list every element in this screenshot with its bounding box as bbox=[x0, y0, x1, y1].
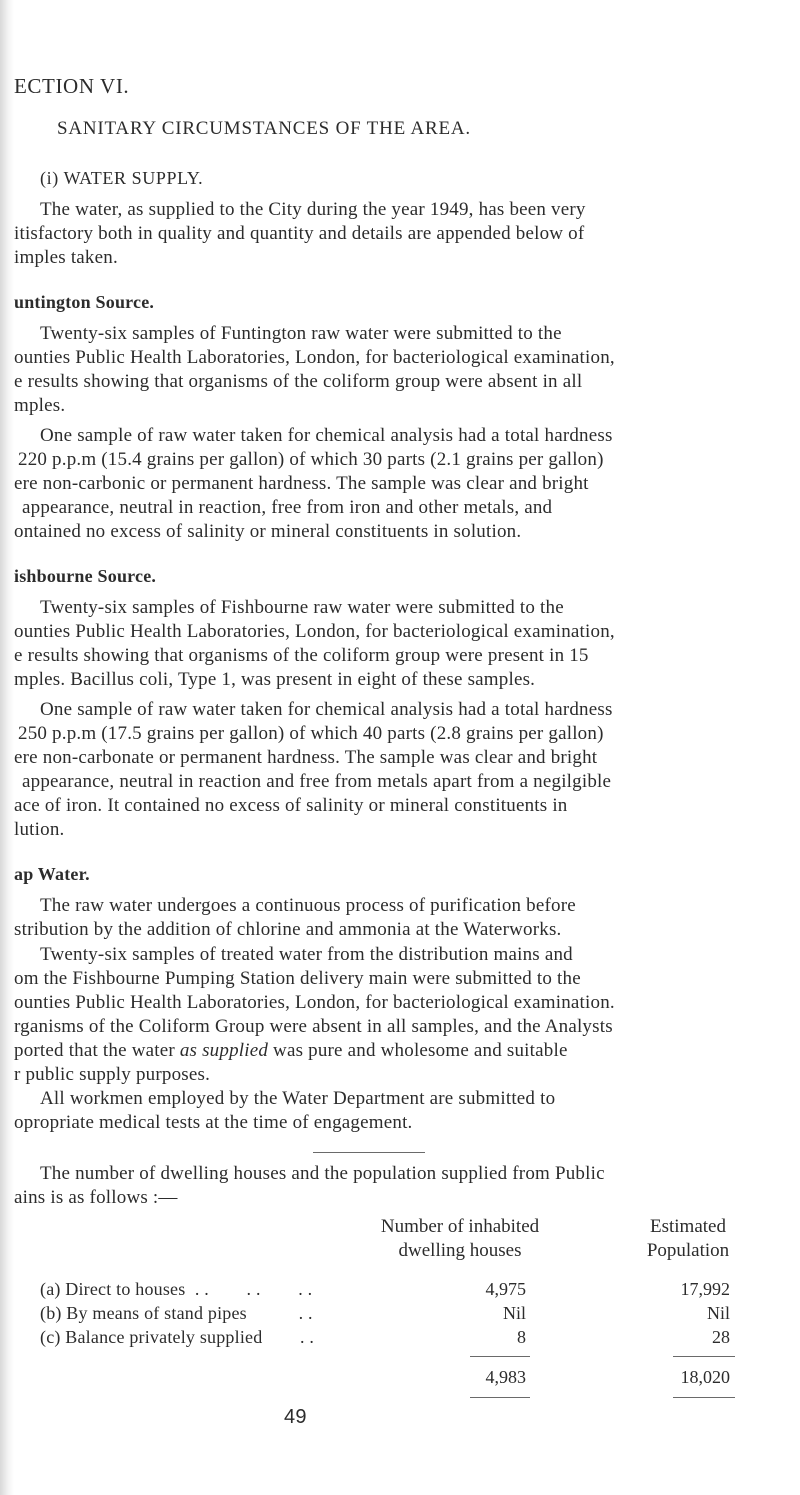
tap-water-heading: ap Water. bbox=[14, 864, 90, 884]
total-rule bbox=[673, 1397, 735, 1398]
table-cell-houses: 4,975 bbox=[485, 1279, 526, 1299]
text-line bbox=[14, 1040, 568, 1062]
column-header-houses bbox=[350, 1215, 570, 1263]
intro-line: itisfactory both in quality and quantity and details are appended below of bbox=[14, 223, 585, 244]
text-line: ere non-carbonate or permanent hardness. The sample was clear and bright bbox=[14, 747, 598, 768]
table-row-label: (b) By means of stand pipes . . bbox=[40, 1303, 313, 1323]
total-rule bbox=[470, 1397, 530, 1398]
text-line: e results showing that organisms of the coliform group were present in 15 bbox=[14, 645, 589, 666]
table-cell-population: Nil bbox=[706, 1303, 730, 1323]
table-row-label: (c) Balance privately supplied . . bbox=[40, 1327, 315, 1347]
text-line: ounties Public Health Laboratories, London, for bacteriological examination, bbox=[14, 621, 615, 642]
text-line: 250 p.p.m (17.5 grains per gallon) of which 40 parts (2.8 grains per gallon) bbox=[18, 723, 604, 744]
text-line: e results showing that organisms of the coliform group were absent in all bbox=[14, 371, 583, 392]
column-header-line: dwelling houses bbox=[398, 1240, 522, 1261]
total-rule bbox=[673, 1356, 735, 1357]
text-line: ounties Public Health Laboratories, London, for bacteriological examination. bbox=[14, 992, 615, 1013]
table-cell-houses: Nil bbox=[502, 1303, 526, 1323]
page-number: 49 bbox=[284, 1406, 307, 1428]
text-line: ere non-carbonic or permanent hardness. The sample was clear and bright bbox=[14, 473, 589, 494]
text-line: ounties Public Health Laboratories, London, for bacteriological examination, bbox=[14, 347, 615, 368]
text-line: Twenty-six samples of Fishbourne raw water were submitted to the bbox=[40, 597, 564, 618]
total-population: 18,020 bbox=[680, 1367, 730, 1387]
table-cell-houses: 8 bbox=[517, 1327, 526, 1347]
text-line: All workmen employed by the Water Department are submitted to bbox=[40, 1088, 556, 1109]
text-line: om the Fishbourne Pumping Station delivery main were submitted to the bbox=[14, 968, 581, 989]
text-line: ontained no excess of salinity or mineral constituents in solution. bbox=[14, 521, 522, 542]
fishbourne-heading: ishbourne Source. bbox=[14, 566, 157, 586]
text-line: r public supply purposes. bbox=[14, 1064, 211, 1085]
text-line: opropriate medical tests at the time of engagement. bbox=[14, 1112, 413, 1133]
text-segment: was pure and wholesome and suitable bbox=[268, 1040, 568, 1061]
page-binding-shadow bbox=[0, 0, 14, 1495]
text-line: ace of iron. It contained no excess of salinity or mineral constituents in bbox=[14, 795, 568, 816]
text-line: lution. bbox=[14, 819, 65, 840]
total-rule bbox=[470, 1356, 530, 1357]
table-cell-population: 17,992 bbox=[680, 1279, 730, 1299]
text-line: appearance, neutral in reaction and free from metals apart from a negilgible bbox=[22, 771, 612, 792]
column-header-line: Number of inhabited bbox=[380, 1216, 540, 1237]
page-title: SANITARY CIRCUMSTANCES OF THE AREA. bbox=[57, 118, 471, 139]
column-header-line: Population bbox=[646, 1240, 730, 1261]
column-header-line: Estimated bbox=[650, 1216, 726, 1237]
text-line: ains is as follows :— bbox=[14, 1187, 178, 1208]
funtington-heading: untington Source. bbox=[14, 292, 155, 312]
text-line: mples. bbox=[14, 395, 66, 416]
text-line: stribution by the addition of chlorine and ammonia at the Waterworks. bbox=[14, 919, 562, 940]
text-segment: ported that the water bbox=[14, 1040, 180, 1061]
text-line: One sample of raw water taken for chemical analysis had a total hardness bbox=[40, 425, 613, 446]
divider-rule bbox=[313, 1152, 425, 1153]
section-heading: ECTION VI. bbox=[14, 74, 130, 98]
table-row-label: (a) Direct to houses . . . . . . bbox=[40, 1279, 313, 1299]
intro-line: imples taken. bbox=[14, 247, 118, 268]
text-line: 220 p.p.m (15.4 grains per gallon) of which 30 parts (2.1 grains per gallon) bbox=[18, 449, 604, 470]
text-line: appearance, neutral in reaction, free from iron and other metals, and bbox=[22, 497, 553, 518]
text-line: mples. Bacillus coli, Type 1, was present in eight of these samples. bbox=[14, 669, 536, 690]
text-line: The raw water undergoes a continuous process of purification before bbox=[40, 895, 576, 916]
text-line: Twenty-six samples of treated water from the distribution mains and bbox=[40, 944, 573, 965]
text-line: rganisms of the Coliform Group were absent in all samples, and the Analysts bbox=[14, 1016, 613, 1037]
water-supply-heading: (i) WATER SUPPLY. bbox=[40, 168, 204, 188]
table-cell-population: 28 bbox=[712, 1327, 730, 1347]
total-houses: 4,983 bbox=[485, 1367, 526, 1387]
intro-line: The water, as supplied to the City during the year 1949, has been very bbox=[40, 199, 586, 220]
text-line: One sample of raw water taken for chemical analysis had a total hardness bbox=[40, 699, 613, 720]
text-line: The number of dwelling houses and the population supplied from Public bbox=[40, 1163, 605, 1184]
text-line: Twenty-six samples of Funtington raw water were submitted to the bbox=[40, 323, 562, 344]
text-emphasis: as supplied bbox=[179, 1040, 269, 1061]
column-header-population bbox=[608, 1215, 768, 1263]
